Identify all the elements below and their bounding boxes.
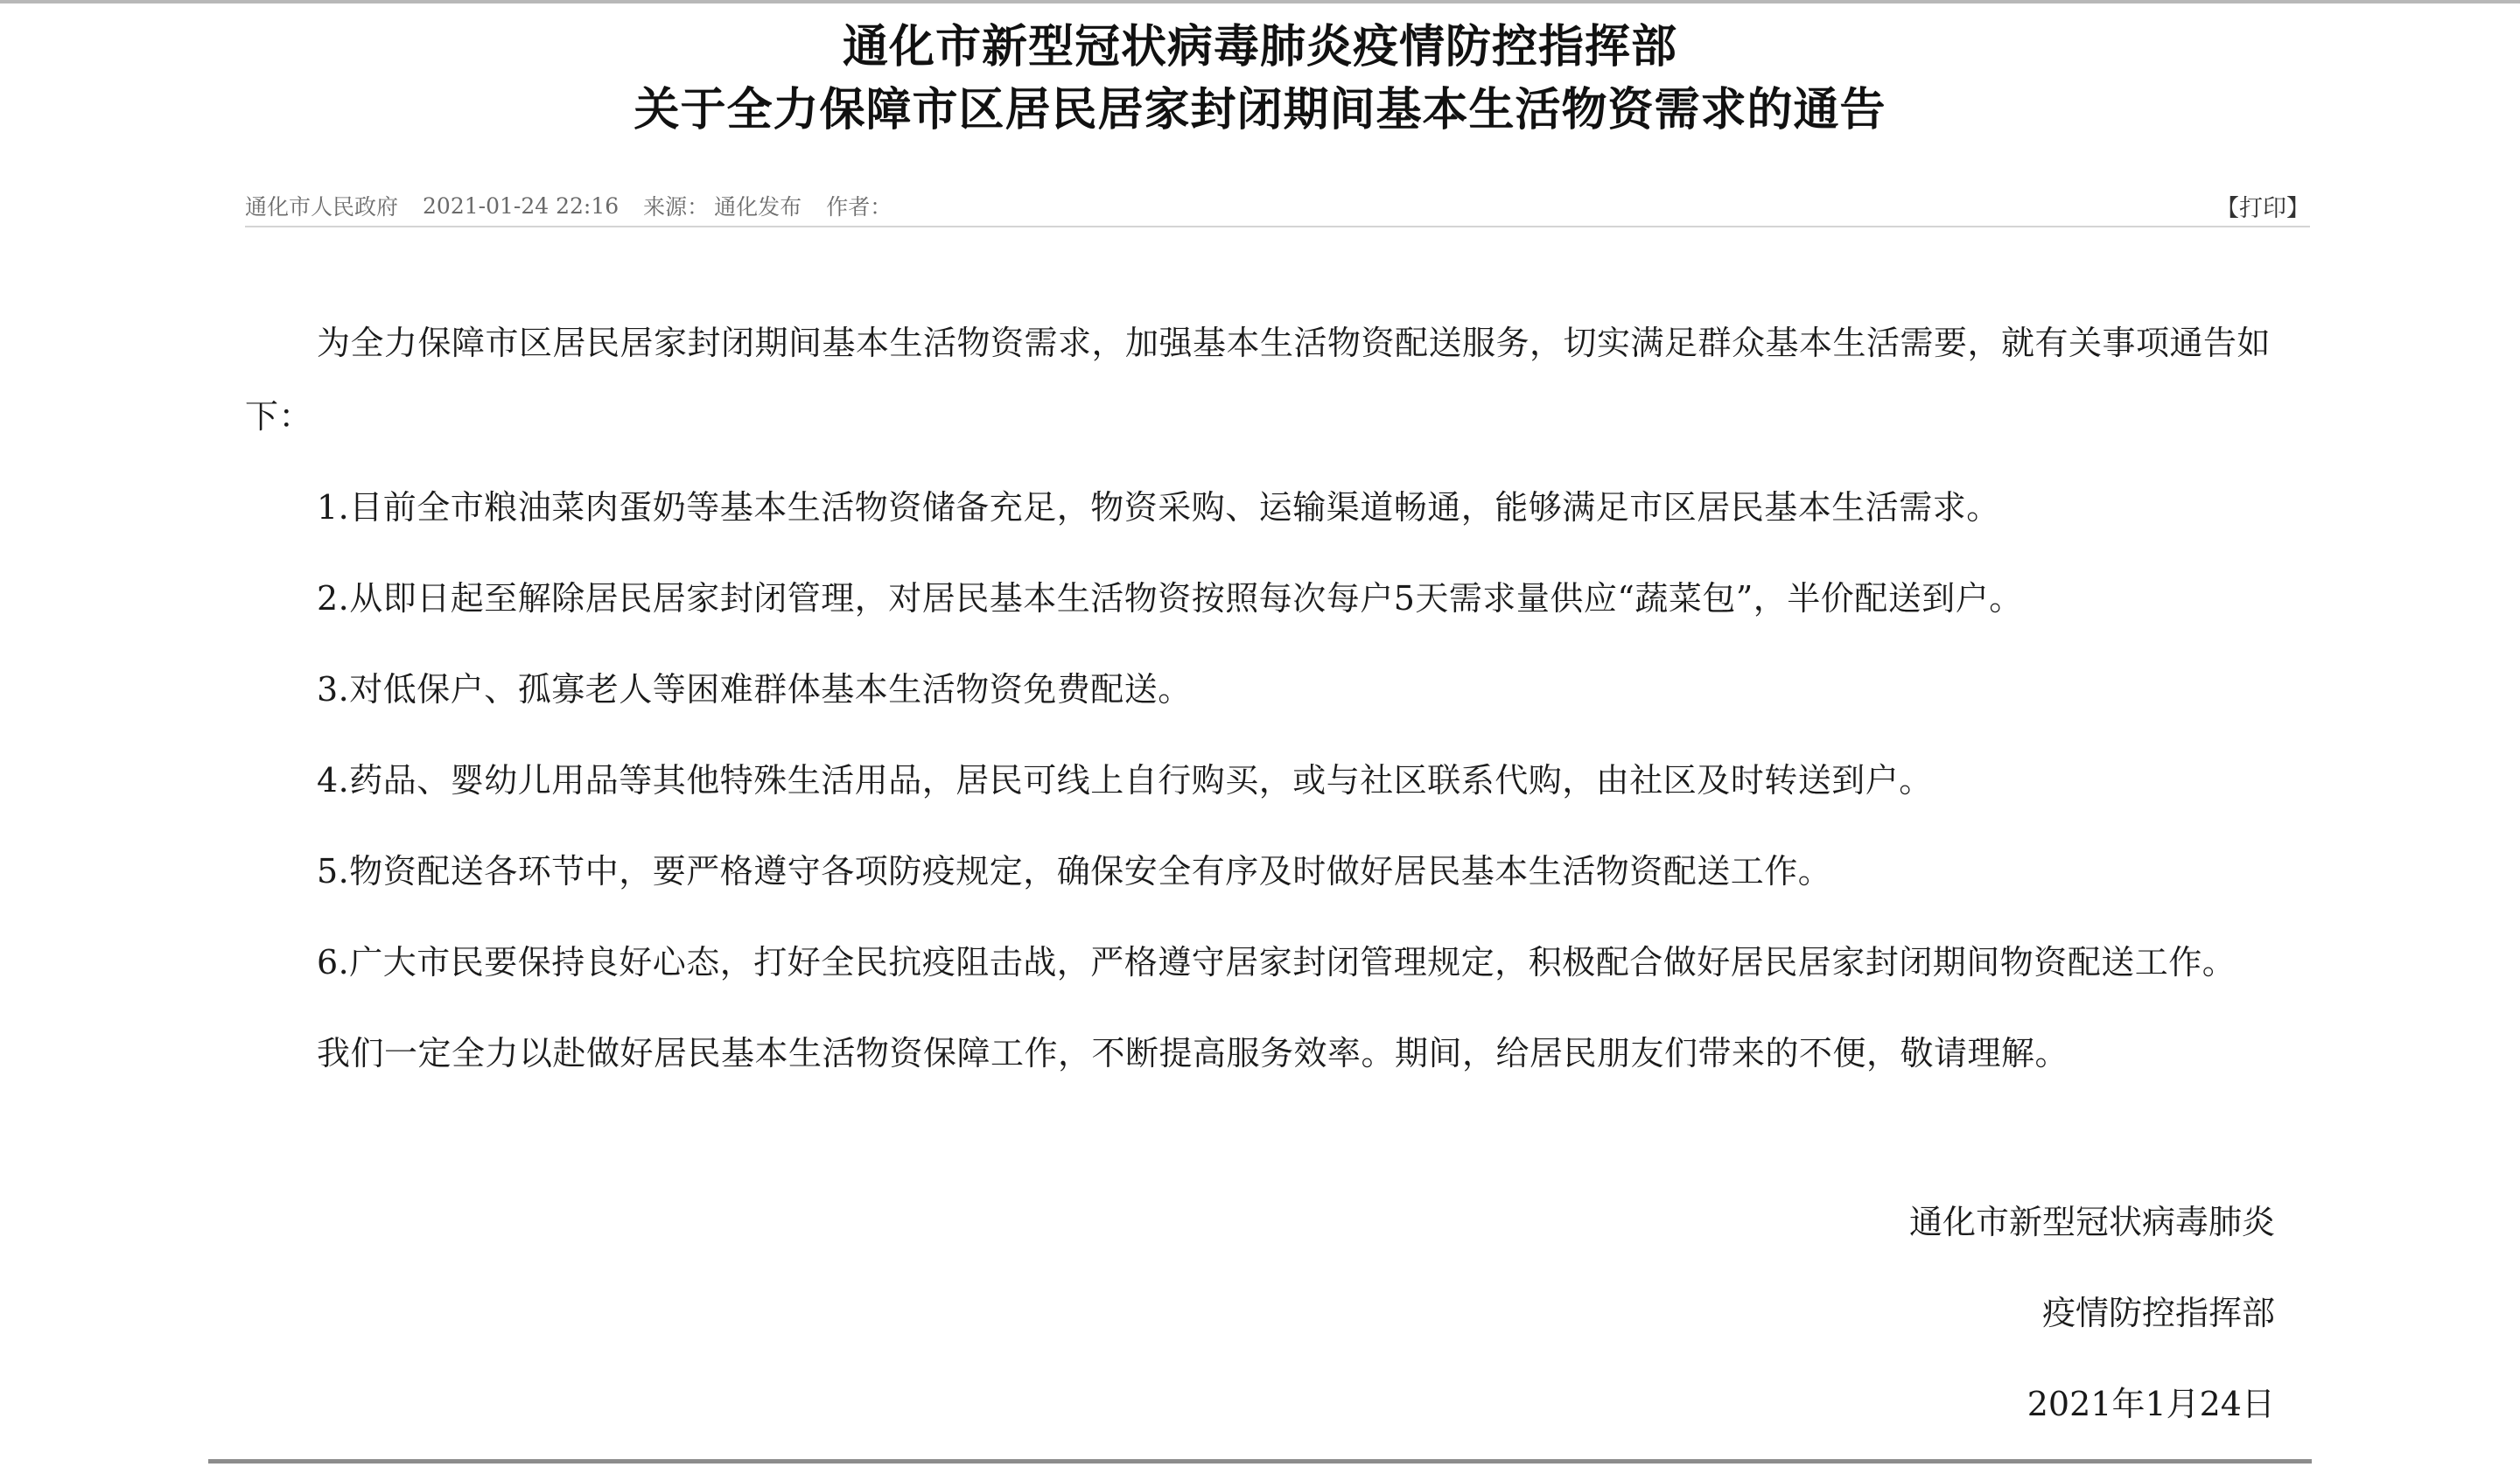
body-paragraph-item-3: 3.对低保户、孤寡老人等困难群体基本生活物资免费配送。 bbox=[317, 670, 1192, 709]
article-title-line-1: 通化市新型冠状病毒肺炎疫情防控指挥部 bbox=[842, 20, 1677, 73]
print-link[interactable]: 【打印】 bbox=[2216, 194, 2310, 222]
body-paragraph-closing: 我们一定全力以赴做好居民基本生活物资保障工作，不断提高服务效率。期间，给居民朋友们带来的不便，敬请理解。 bbox=[317, 1034, 2069, 1072]
body-paragraph-item-4: 4.药品、婴幼儿用品等其他特殊生活用品，居民可线上自行购买，或与社区联系代购，由社区及时转送到户。 bbox=[317, 761, 1933, 800]
body-paragraph-item-1: 1.目前全市粮油菜肉蛋奶等基本生活物资储备充足，物资采购、运输渠道畅通，能够满足市区居民基本生活需求。 bbox=[317, 488, 2000, 527]
publisher-label: 通化市人民政府 bbox=[245, 194, 399, 220]
article-title-line-2: 关于全力保障市区居民居家封闭期间基本生活物资需求的通告 bbox=[634, 83, 1886, 136]
article-body bbox=[245, 306, 2284, 1090]
body-paragraph-item-2: 2.从即日起至解除居民居家封闭管理，对居民基本生活物资按照每次每户5天需求量供应“蔬菜包”，半价配送到户。 bbox=[317, 579, 2023, 618]
signature-org-line-1: 通化市新型冠状病毒肺炎 bbox=[1908, 1203, 2275, 1241]
signature-block bbox=[1909, 1177, 2275, 1450]
article-meta-bar bbox=[245, 185, 2310, 227]
top-divider bbox=[0, 0, 2520, 3]
signature-org-line-2: 疫情防控指挥部 bbox=[2041, 1294, 2275, 1332]
bottom-divider bbox=[208, 1459, 2312, 1464]
source-value: 通化发布 bbox=[714, 194, 802, 220]
body-paragraph-item-6: 6.广大市民要保持良好心态，打好全民抗疫阻击战，严格遵守居家封闭管理规定，积极配合做好居民居家封闭期间物资配送工作。 bbox=[317, 943, 2236, 981]
source-label: 来源： bbox=[643, 194, 710, 220]
author-label: 作者： bbox=[826, 194, 892, 220]
signature-date: 2021年1月24日 bbox=[2026, 1385, 2275, 1423]
body-paragraph-intro: 为全力保障市区居民居家封闭期间基本生活物资需求，加强基本生活物资配送服务，切实满足群众基本生活需要，就有关事项通告如下： bbox=[245, 324, 2272, 436]
body-paragraph-item-5: 5.物资配送各环节中，要严格遵守各项防疫规定，确保安全有序及时做好居民基本生活物资配送工作。 bbox=[317, 852, 1832, 891]
publish-datetime: 2021-01-24 22:16 bbox=[423, 192, 620, 219]
article-title bbox=[0, 16, 2520, 142]
